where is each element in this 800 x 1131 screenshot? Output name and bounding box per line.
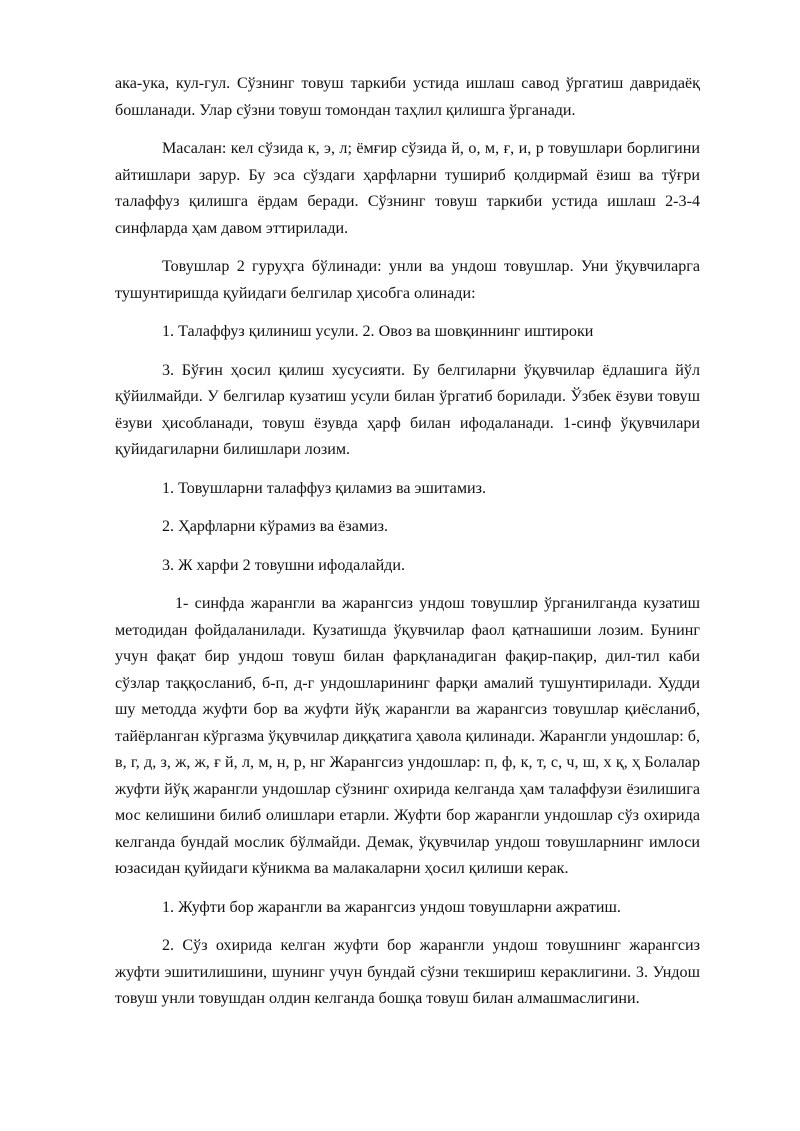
paragraph-voiced-voiceless: 1- синфда жарангли ва жарангсиз ундош товушлир ўрганилганда кузатиш методидан фойдаланилади. Кузатишда ўқувчилар фаол қатнашиши лозим. Бунинг учун фақат бир ундош товуш билан фарқланадиган фақир-пақир, дил-тил каби сўзлар таққосланиб, б-п, д-г ундошларининг фарқи амалий тушунтирилади. Худди шу методда жуфти бор ва жуфти йўқ жарангли ва жарангсиз товушлар қиёсланиб, тайёрланган кўргазма ўқувчилар диққатига ҳавола қилинади. Жарангли ундошлар: б, в, г, д, з, ж, ж, ғ й, л, м, н, р, нг Жарангсиз ундошлар: п, ф, к, т, с, ч, ш, х қ, ҳ Болалар жуфти йўқ жарангли ундошлар сўзнинг охирида келганда ҳам талаффузи ёзилишига мос келишини билиб олишлари етарли. Жуфти бор жарангли ундошлар сўз охирида келганда бундай мослик бўлмайди. Демак, ўқувчилар ундош товушларнинг имлоси юзасидан қуйидаги кўникма ва малакаларни ҳосил қилиши керак. — [115, 595, 700, 877]
paragraph-example: Масалан: кел сўзида к, э, л; ёмғир сўзида й, о, м, ғ, и, р товушлари борлигини айтишлари зарур. Бу эса сўздаги ҳарфларни тушириб қолдирмай ёзиш ва тўғри талаффуз қилишга ёрдам беради. Сўзнинг товуш таркиби устида ишлаш 2-3-4 синфларда ҳам давом эттирилади. — [115, 140, 700, 237]
document-page — [115, 71, 700, 1025]
list-item-letters: 2. Ҳарфларни кўрамиз ва ёзамиз. — [162, 518, 389, 535]
list-item-final-consonant: 2. Сўз охирида келган жуфти бор жарангли ундош товушнинг жарангсиз жуфти эшитилишини, шунинг учун бундай сўзни текшириш кераклигини. 3. Ундош товуш унли товушдан олдин келганда бошқа товуш билан алмашмаслигини. — [115, 937, 700, 1007]
paragraph-syllable-feature: 3. Бўғин ҳосил қилиш хусусияти. Бу белгиларни ўқувчилар ёдлашига йўл қўйилмайди. У белгилар кузатиш усули билан ўргатиб борилади. Ўзбек ёзуви товуш ёзуви ҳисобланади, товуш ёзувда ҳарф билан ифодаланади. 1-синф ўқувчилари қуйидагиларни билишлари лозим. — [115, 361, 700, 458]
list-item-distinguish: 1. Жуфти бор жарангли ва жарангсиз ундош товушларни ажратиш. — [162, 898, 621, 916]
list-item-pronounce: 1. Товушларни талаффуз қиламиз ва эшитамиз. — [162, 479, 486, 497]
paragraph-sound-groups: Товушлар 2 гуруҳга бўлинади: унли ва ундош товушлар. Уни ўқувчиларга тушунтиришда қуйидаги белгилар ҳисобга олинади: — [115, 258, 700, 302]
list-item-features: 1. Талаффуз қилиниш усули. 2. Овоз ва шовқиннинг иштироки — [162, 323, 594, 340]
list-item-zh-letter: 3. Ж харфи 2 товушни ифодалайди. — [162, 556, 406, 574]
paragraph-intro-continuation: ака-ука, кул-гул. Сўзнинг товуш таркиби устида ишлаш савод ўргатиш давридаёқ бошланади. Улар сўзни товуш томондан таҳлил қилишга ўрганади. — [115, 75, 700, 119]
